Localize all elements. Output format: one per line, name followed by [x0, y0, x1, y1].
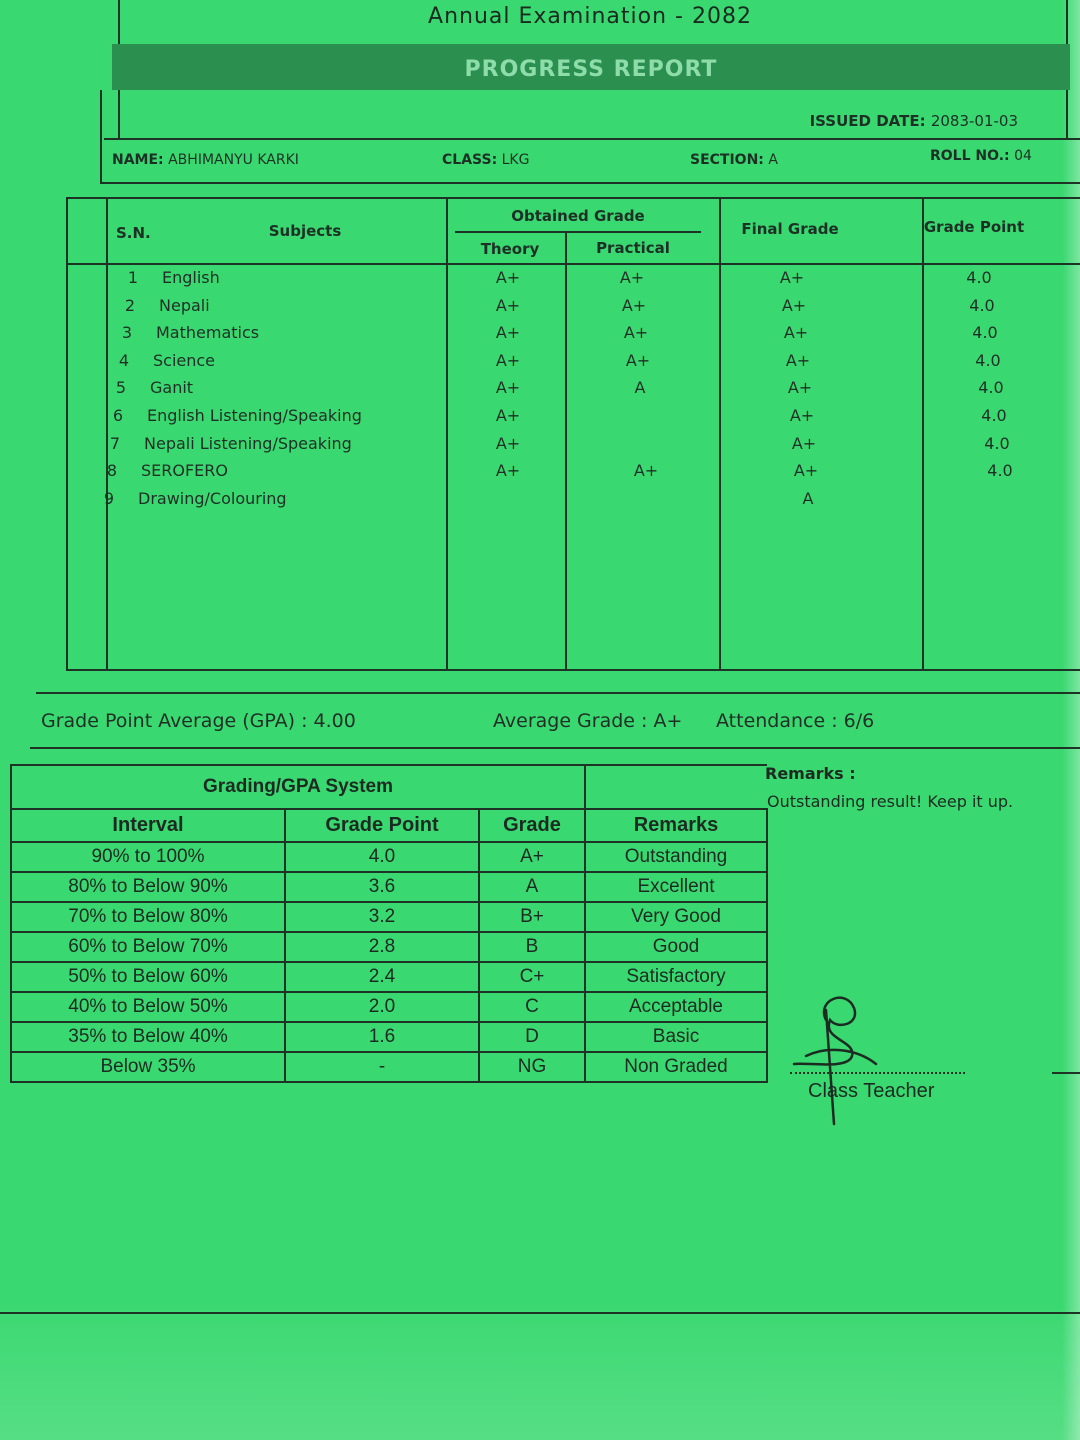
grading-row-interval: 90% to 100% [11, 842, 285, 872]
frame-line-info [100, 182, 1080, 184]
signature-line-right [1052, 1072, 1080, 1074]
grade-row-point: 4.0 [969, 295, 995, 315]
grading-header-point: Grade Point [285, 809, 479, 842]
grading-header-interval: Interval [11, 809, 285, 842]
exam-title: Annual Examination - 2082 [428, 4, 752, 29]
name-value: ABHIMANYU KARKI [168, 152, 299, 168]
grading-row [11, 932, 767, 962]
grade-row [0, 485, 1080, 512]
frame-line-issued [104, 138, 1080, 140]
grading-row-remarks: Basic [585, 1022, 767, 1052]
grading-row-remarks: Outstanding [585, 842, 767, 872]
grading-row-grade: B [479, 932, 585, 962]
grading-row-grade: A+ [479, 842, 585, 872]
grading-row-interval: Below 35% [11, 1052, 285, 1082]
teacher-signature-icon [786, 990, 896, 1130]
grading-row-remarks: Satisfactory [585, 962, 767, 992]
grading-row [11, 1052, 767, 1082]
remarks-label: Remarks : [765, 764, 856, 783]
grade-row-sn: 7 [109, 433, 121, 453]
grade-row-point: 4.0 [972, 323, 998, 343]
header-subjects: Subjects [268, 222, 342, 240]
grading-row-remarks: Very Good [585, 902, 767, 932]
grading-header-remarks: Remarks [585, 809, 767, 842]
attendance: Attendance : 6/6 [716, 710, 875, 732]
grades-subheader-line [455, 231, 701, 233]
class-label: CLASS: [442, 152, 498, 168]
grade-row-theory: A+ [495, 268, 521, 287]
grading-row-interval: 50% to Below 60% [11, 962, 285, 992]
grade-row [0, 374, 1080, 401]
header-theory: Theory [480, 240, 540, 258]
grade-row-final: A+ [787, 378, 813, 398]
student-roll [930, 148, 1032, 164]
grading-row [11, 992, 767, 1022]
grade-row-theory: A+ [495, 433, 521, 453]
grade-row-practical: A+ [623, 323, 649, 343]
grade-row-final: A [802, 488, 814, 508]
grade-row-theory: A+ [495, 406, 521, 425]
grade-row-subject: Ganit [150, 378, 194, 398]
header-obtained-grade: Obtained Grade [511, 207, 645, 225]
grade-row-subject: English [162, 268, 220, 287]
grade-row-subject: English Listening/Speaking [147, 406, 362, 425]
grade-row-subject: Drawing/Colouring [138, 488, 287, 508]
grading-row [11, 902, 767, 932]
section-label: SECTION: [690, 152, 764, 168]
grade-row-practical: A+ [633, 461, 659, 481]
grading-row-grade: C+ [479, 962, 585, 992]
grading-row-grade: C [479, 992, 585, 1022]
grade-row-subject: Nepali Listening/Speaking [144, 433, 352, 453]
grade-row-sn: 2 [124, 295, 136, 315]
grade-row [0, 264, 1080, 291]
grade-row-subject: Science [153, 350, 216, 370]
header-sn: S.N. [116, 224, 151, 242]
grade-row-practical: A+ [625, 350, 651, 370]
grade-row-final: A+ [791, 433, 817, 453]
frame-left-mid [100, 90, 102, 184]
frame-line-summary-top [36, 692, 1080, 694]
header-practical: Practical [596, 239, 670, 257]
issued-date [810, 112, 1018, 130]
grading-row-interval: 60% to Below 70% [11, 932, 285, 962]
grade-row-sn: 3 [121, 323, 133, 343]
grade-row-sn: 4 [118, 350, 130, 370]
frame-line-bottom [0, 1312, 1080, 1314]
grading-row-interval: 80% to Below 90% [11, 872, 285, 902]
average-grade: Average Grade : A+ [493, 710, 683, 732]
grading-row [11, 1022, 767, 1052]
class-teacher-label: Class Teacher [808, 1080, 935, 1102]
grading-row-interval: 70% to Below 80% [11, 902, 285, 932]
grading-row-remarks: Non Graded [585, 1052, 767, 1082]
grade-row-final: A+ [779, 268, 805, 287]
grading-system-table [10, 764, 768, 1083]
grade-row [0, 457, 1080, 484]
roll-label: ROLL NO.: [930, 148, 1010, 164]
grade-row-point: 4.0 [987, 461, 1013, 481]
grading-row-point: - [285, 1052, 479, 1082]
grade-row-point: 4.0 [975, 350, 1001, 370]
signature-line [790, 1072, 965, 1074]
grading-row-interval: 40% to Below 50% [11, 992, 285, 1022]
grading-title-blank [585, 765, 767, 809]
grade-row [0, 347, 1080, 374]
grading-row [11, 962, 767, 992]
grade-row-sn: 8 [106, 461, 118, 481]
grade-row-point: 4.0 [984, 433, 1010, 453]
grade-row-point: 4.0 [966, 268, 992, 287]
paper-bottom-shade [0, 1310, 1080, 1440]
grade-row-sn: 5 [115, 378, 127, 398]
grading-row-point: 2.0 [285, 992, 479, 1022]
grading-row-point: 1.6 [285, 1022, 479, 1052]
issued-date-label: ISSUED DATE: [809, 112, 926, 130]
grading-row-remarks: Excellent [585, 872, 767, 902]
grade-row-sn: 1 [127, 268, 139, 287]
roll-value: 04 [1014, 148, 1032, 164]
grading-row-point: 3.6 [285, 872, 479, 902]
grading-row-grade: A [479, 872, 585, 902]
remarks-text: Outstanding result! Keep it up. [767, 792, 1014, 811]
grading-row [11, 872, 767, 902]
student-name [112, 152, 299, 168]
grade-row-subject: Nepali [159, 295, 210, 315]
grading-system-title: Grading/GPA System [11, 765, 585, 809]
grade-row-theory: A+ [495, 350, 521, 370]
grading-row-grade: NG [479, 1052, 585, 1082]
student-section [690, 152, 778, 168]
grading-row-point: 4.0 [285, 842, 479, 872]
grade-row-point: 4.0 [981, 406, 1007, 425]
grading-row-point: 2.8 [285, 932, 479, 962]
frame-line-summary-bottom [30, 747, 1080, 749]
grade-row [0, 319, 1080, 346]
grading-header-grade: Grade [479, 809, 585, 842]
grading-row-grade: B+ [479, 902, 585, 932]
grade-row-theory: A+ [495, 378, 521, 398]
header-grade-point: Grade Point [923, 218, 1025, 236]
grade-row [0, 430, 1080, 457]
grade-row-sn: 9 [103, 488, 115, 508]
grade-row-final: A+ [789, 406, 815, 425]
grade-row-sn: 6 [112, 406, 124, 425]
grading-system-body [11, 842, 767, 1082]
grade-row-subject: SEROFERO [141, 461, 228, 481]
section-value: A [768, 152, 778, 168]
grading-row-point: 2.4 [285, 962, 479, 992]
grade-row [0, 292, 1080, 319]
grade-row-final: A+ [785, 350, 811, 370]
grade-row-theory: A+ [495, 323, 521, 343]
grading-row-grade: D [479, 1022, 585, 1052]
grade-row-point: 4.0 [978, 378, 1004, 398]
grading-row-interval: 35% to Below 40% [11, 1022, 285, 1052]
grading-row-point: 3.2 [285, 902, 479, 932]
grading-row-remarks: Good [585, 932, 767, 962]
grade-row-theory: A+ [495, 461, 521, 481]
grade-row-final: A+ [783, 323, 809, 343]
grade-row-final: A+ [793, 461, 819, 481]
grade-row-practical: A+ [621, 295, 647, 315]
student-class [442, 152, 529, 168]
header-final-grade: Final Grade [741, 220, 839, 238]
report-title: PROGRESS REPORT [464, 57, 718, 82]
grade-row-final: A+ [781, 295, 807, 315]
gpa-summary: Grade Point Average (GPA) : 4.00 [41, 710, 356, 732]
class-value: LKG [501, 152, 530, 168]
name-label: NAME: [112, 152, 164, 168]
grading-row-remarks: Acceptable [585, 992, 767, 1022]
grade-row [0, 402, 1080, 429]
grade-row-subject: Mathematics [156, 323, 260, 343]
grading-row [11, 842, 767, 872]
grade-row-practical: A+ [619, 268, 645, 287]
issued-date-value: 2083-01-03 [930, 112, 1018, 130]
grade-row-practical: A [634, 378, 646, 398]
grade-row-theory: A+ [495, 295, 521, 315]
